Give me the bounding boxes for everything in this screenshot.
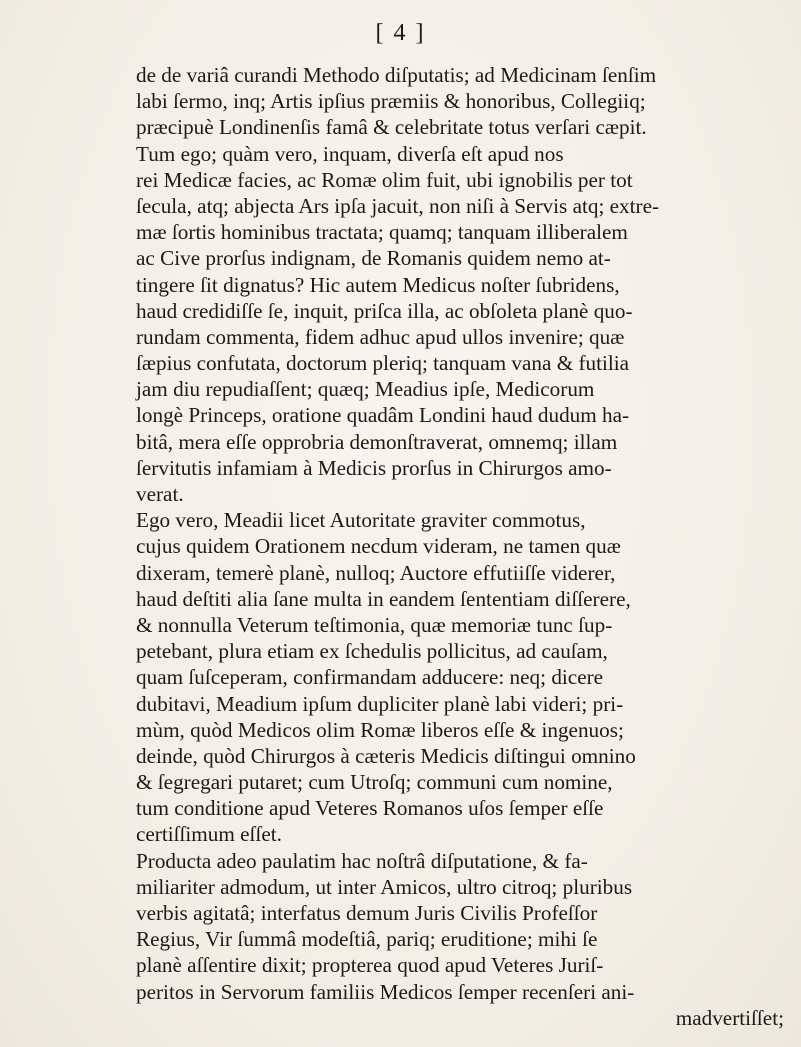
text-line: petebant, plura etiam ex ſchedulis pollicitus, ad cauſam,	[136, 639, 608, 664]
text-line: ſervitutis infamiam à Medicis prorſus in Chirurgos amo-	[136, 455, 612, 480]
text-line: de de variâ curandi Methodo diſputatis; ad Medicinam ſenſim	[136, 63, 657, 87]
text-line: tum conditione apud Veteres Romanos uſos ſemper eſſe	[136, 796, 604, 821]
text-line: deinde, quòd Chirurgos à cæteris Medicis diſtingui omnino	[136, 743, 636, 768]
text-line: quam ſuſceperam, confirmandam adducere: neq; dicere	[136, 665, 604, 690]
text-line: certiſſimum eſſet.	[136, 822, 282, 847]
text-line: rei Medicæ facies, ac Romæ olim fuit, ubi ignobilis per tot	[136, 167, 633, 192]
text-line: dubitavi, Meadium ipſum dupliciter planè labi videri; pri-	[136, 691, 624, 716]
text-line: haud deſtiti alia ſane multa in eandem ſententiam diſſerere,	[136, 586, 631, 611]
page-number: [ 4 ]	[375, 20, 426, 46]
text-line: tingere ſit dignatus? Hic autem Medicus noſter ſubridens,	[136, 272, 620, 297]
text-line: longè Princeps, oratione quadâm Londini haud dudum ha-	[136, 403, 630, 428]
text-line: haud credidiſſe ſe, inquit, priſca illa, ac obſoleta planè quo-	[136, 298, 633, 323]
text-line: labi ſermo, inq; Artis ipſius præmiis & honoribus, Collegiiq;	[136, 89, 646, 114]
text-line: Tum ego; quàm vero, inquam, diverſa eſt apud nos	[136, 141, 564, 166]
text-line: verbis agitatâ; interfatus demum Juris Civilis Profeſſor	[136, 901, 598, 925]
text-line: ſecula, atq; abjecta Ars ipſa jacuit, non niſi à Servis atq; extre-	[136, 193, 660, 218]
text-line: bitâ, mera eſſe opprobria demonſtraverat, omnemq; illam	[136, 429, 618, 454]
text-line: mæ ſortis hominibus tractata; quamq; tanquam illiberalem	[136, 220, 628, 245]
text-line: & nonnulla Veterum teſtimonia, quæ memoriæ tunc ſup-	[136, 612, 613, 637]
text-line: jam diu repudiaſſent; quæq; Meadius ipſe, Medicorum	[136, 377, 595, 402]
text-line: miliariter admodum, ut inter Amicos, ultro citroq; pluribus	[136, 874, 633, 899]
body-text	[136, 62, 800, 1031]
text-line: ac Cive prorſus indignam, de Romanis quidem nemo at-	[136, 246, 611, 271]
text-line: madvertiſſet;	[675, 1005, 784, 1030]
text-line: peritos in Servorum familiis Medicos ſemper recenſeri ani-	[136, 979, 635, 1004]
text-line: dixeram, temerè planè, nulloq; Auctore effutiiſſe viderer,	[136, 560, 616, 585]
text-line: Producta adeo paulatim hac noſtrâ diſputatione, & fa-	[136, 848, 588, 873]
text-line: præcipuè Londinenſis famâ & celebritate totus verſari cæpit.	[136, 115, 647, 140]
text-line: Ego vero, Meadii licet Autoritate graviter commotus,	[136, 508, 586, 533]
text-line: & ſegregari putaret; cum Utroſq; communi cum nomine,	[136, 770, 613, 795]
text-line: planè aſſentire dixit; propterea quod apud Veteres Juriſ-	[136, 953, 604, 978]
text-line: ſæpius confutata, doctorum pleriq; tanquam vana & futilia	[136, 351, 630, 376]
text-line: verat.	[136, 482, 184, 506]
text-line: cujus quidem Orationem necdum videram, ne tamen quæ	[136, 534, 621, 559]
text-line: Regius, Vir ſummâ modeſtiâ, pariq; eruditione; mihi ſe	[136, 927, 598, 952]
text-line: rundam commenta, fidem adhuc apud ullos invenire; quæ	[136, 324, 625, 349]
text-line: mùm, quòd Medicos olim Romæ liberos eſſe & ingenuos;	[136, 717, 624, 742]
